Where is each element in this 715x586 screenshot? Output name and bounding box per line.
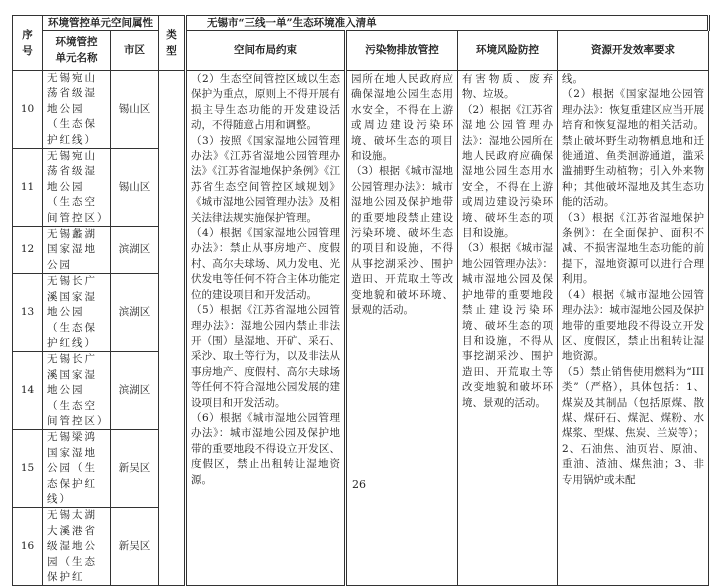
table-row <box>13 71 709 149</box>
header-pollution: 污染物排放管控 <box>346 31 458 71</box>
pollution-para: 园所在地人民政府应确保湿地公园生态用水安全，不得在上游或周边建设污染环境、破坏生态的项目和设施。 <box>351 73 453 163</box>
row-seq: 10 <box>13 71 43 149</box>
spatial-constraints <box>186 71 346 586</box>
resource-efficiency <box>558 71 709 586</box>
row-district: 锡山区 <box>111 149 159 227</box>
resource-para: （3）根据《江苏省湿地保护条例》：在全面保护、面积不减、不损害湿地生态功能的前提下，湿地资源可以进行合理利用。 <box>562 211 705 286</box>
resource-para: （4）根据《城市湿地公园管理办法》：城市湿地公园及保护地带的重要地段不得设立开发区、度假区，禁止出租转让湿地资源。 <box>562 288 705 363</box>
row-unit-name: 无锡蠡湖国家湿地公园 <box>43 227 111 274</box>
row-district: 新吴区 <box>111 508 159 586</box>
row-unit-name: 无锡长广溪国家湿地公园（生态空间管控区） <box>43 352 111 430</box>
spatial-para: （5）根据《江苏省湿地公园管理办法》：湿地公园内禁止非法开（围）垦湿地、开矿、采石、采沙、取土等行为，以及非法从事房地产、度假村、高尔夫球场等任何不符合湿地公园发展的建设项目和开发活动。 <box>191 304 340 409</box>
resource-para: （5）禁止销售使用燃料为“III类”（严格），具体包括：1、煤炭及其制品（包括原煤、散煤、煤矸石、煤泥、煤粉、水煤浆、型煤、焦炭、兰炭等）；2、石油焦、油页岩、原油、重油、渣油、煤焦油；3、非专用锅炉或未配 <box>562 365 705 486</box>
row-seq: 13 <box>13 274 43 352</box>
row-seq: 14 <box>13 352 43 430</box>
header-type: 类型 <box>159 16 186 71</box>
risk-para: （3）根据《城市湿地公园管理办法》：城市湿地公园及保护地带的重要地段禁止建设污染环境、破坏生态的项目和设施，不得从事挖湖采沙、围护造田、开荒取土等改变地貌和破坏环境、景观的活动。 <box>462 242 553 409</box>
type-cell <box>159 71 186 586</box>
row-seq: 12 <box>13 227 43 274</box>
header-unit-name: 环境管控单元名称 <box>43 31 111 71</box>
risk-para: 有害物质、废弃物、垃圾。 <box>462 73 553 101</box>
pollution-control <box>346 71 458 586</box>
header-risk: 环境风险防控 <box>458 31 558 71</box>
row-unit-name: 无锡太湖大溪港省级湿地公园（生态保护红 <box>43 508 111 586</box>
row-seq: 11 <box>13 149 43 227</box>
row-district: 新吴区 <box>111 430 159 508</box>
risk-para: （2）根据《江苏省湿地公园管理办法》：湿地公园所在地人民政府应确保湿地公园生态用水安全，不得在上游或周边建设污染环境、破坏生态的项目和设施。 <box>462 103 553 240</box>
row-unit-name: 无锡宛山荡省级湿地公园（生态保护红线） <box>43 71 111 149</box>
header-list-title: 无锡市“三线一单”生态环境准入清单 <box>186 16 709 31</box>
row-unit-name: 无锡长广溪国家湿地公园（生态保护红线） <box>43 274 111 352</box>
row-district: 滨湖区 <box>111 274 159 352</box>
header-district: 市区 <box>111 31 159 71</box>
row-unit-name: 无锡梁鸿国家湿地公园（生态保护红线） <box>43 430 111 508</box>
row-seq: 16 <box>13 508 43 586</box>
risk-prevention <box>458 71 558 586</box>
resource-para: （2）根据《国家湿地公园管理办法》：恢复重建区应当开展培育和恢复湿地的相关活动。禁止破坏野生动物栖息地和迁徙通道、鱼类洄游通道，滥采滥捕野生动植物；引入外来物种；其他破坏湿地及其生态功能的活动。 <box>562 88 705 209</box>
spatial-para: （2）生态空间管控区域以生态保护为重点，原则上不得开展有损主导生态功能的开发建设活动，不得随意占用和调整。 <box>191 73 340 132</box>
pollution-para: （3）根据《城市湿地公园管理办法》：城市湿地公园及保护地带的重要地段禁止建设污染环境、破坏生态的项目和设施，不得从事挖湖采沙、围护造田、开荒取土等改变地貌和破坏环境、景观的活动。 <box>351 165 453 317</box>
row-district: 锡山区 <box>111 71 159 149</box>
header-attr-group: 环境管控单元空间属性 <box>43 16 159 31</box>
spatial-para: （6）根据《城市湿地公园管理办法》：城市湿地公园及保护地带的重要地段不得设立开发区、度假区，禁止出租转让湿地资源。 <box>191 411 340 486</box>
header-resource: 资源开发效率要求 <box>558 31 709 71</box>
spatial-para: （3）按照《国家湿地公园管理办法》《江苏省湿地公园管理办法》《江苏省湿地保护条例》《江苏省生态空间管控区域规划》《城市湿地公园管理办法》及相关法律法规实施保护管理。 <box>191 134 340 224</box>
row-seq: 15 <box>13 430 43 508</box>
header-spatial: 空间布局约束 <box>186 31 346 71</box>
resource-para: 线。 <box>562 73 583 85</box>
spatial-para: （4）根据《国家湿地公园管理办法》：禁止从事房地产、度假村、高尔夫球场、风力发电、光伏发电等任何不符合主体功能定位的建设项目和开发活动。 <box>191 227 340 301</box>
row-unit-name: 无锡宛山荡省级湿地公园（生态空间管控区） <box>43 149 111 227</box>
row-district: 滨湖区 <box>111 227 159 274</box>
header-seq: 序号 <box>13 16 43 71</box>
page-number: 26 <box>352 478 366 491</box>
environment-access-table <box>12 15 710 586</box>
row-district: 滨湖区 <box>111 352 159 430</box>
